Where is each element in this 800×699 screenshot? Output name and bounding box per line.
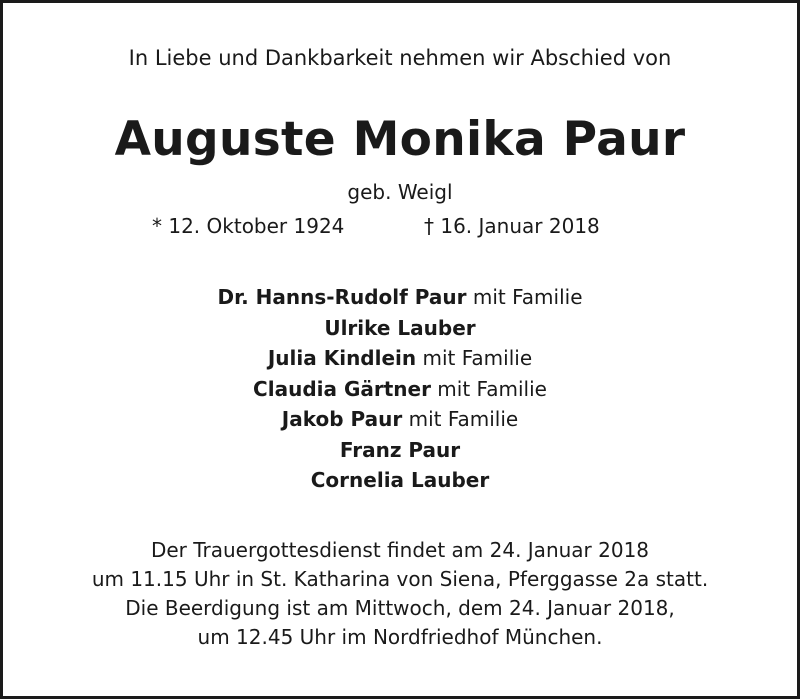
mourner-entry [0,374,800,405]
birth-date: * 12. Oktober 1924 [152,214,345,238]
mourner-suffix: mit Familie [416,346,533,370]
service-line: Die Beerdigung ist am Mittwoch, dem 24. Januar 2018, [125,596,675,620]
intro-text: In Liebe und Dankbarkeit nehmen wir Abschied von [128,46,672,70]
mourner-name: Dr. Hanns-Rudolf Paur [217,285,467,309]
service-line: um 12.45 Uhr im Nordfriedhof München. [197,625,603,649]
service-line: Der Trauergottesdienst findet am 24. Januar 2018 [150,538,650,562]
mourners-list [0,282,800,496]
mourner-entry [0,404,800,435]
mourner-name: Ulrike Lauber [324,315,476,340]
mourner-entry [0,435,800,466]
service-line: um 11.15 Uhr in St. Katharina von Siena, Pferggasse 2a statt. [91,567,709,591]
mourner-entry [0,465,800,496]
mourner-suffix: mit Familie [466,285,583,309]
mourner-entry [0,343,800,374]
death-date: † 16. Januar 2018 [424,214,600,238]
mourner-name: Claudia Gärtner [253,376,431,401]
service-details [0,536,800,652]
mourner-name: Jakob Paur [281,407,403,431]
mourner-entry [0,282,800,313]
mourner-entry [0,313,800,344]
deceased-name: Auguste Monika Paur [114,112,686,167]
mourner-suffix: mit Familie [430,376,547,401]
mourner-name: Julia Kindlein [267,346,417,370]
maiden-name: geb. Weigl [347,180,453,204]
mourner-suffix: mit Familie [402,407,519,431]
mourner-name: Franz Paur [339,437,461,462]
mourner-name: Cornelia Lauber [310,468,490,492]
